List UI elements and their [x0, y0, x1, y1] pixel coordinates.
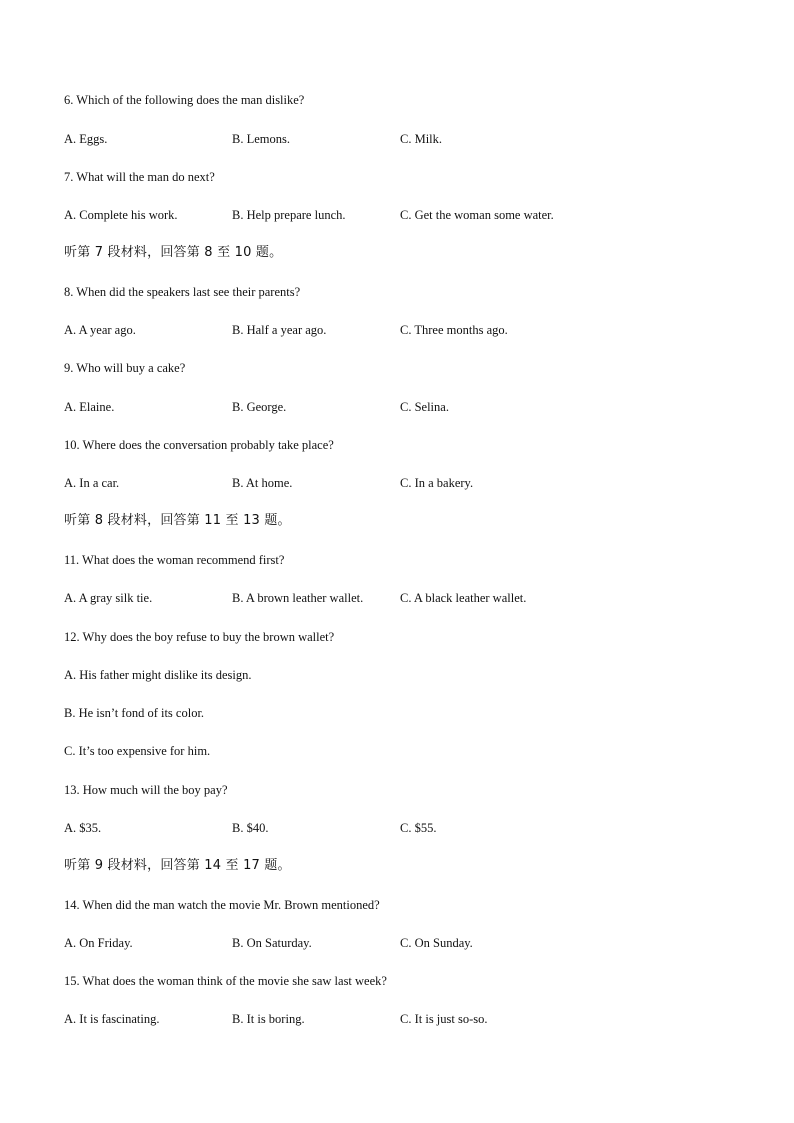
option-b: B. Half a year ago. [232, 323, 327, 337]
question-9: 9. Who will buy a cake? [64, 361, 186, 375]
option-a: A. His father might dislike its design. [64, 668, 252, 682]
question-7: 7. What will the man do next? [64, 170, 215, 184]
option-b: B. A brown leather wallet. [232, 591, 364, 605]
question-8: 8. When did the speakers last see their parents? [64, 285, 301, 299]
option-a: A. A gray silk tie. [64, 591, 153, 605]
section-heading-8: 听第 8 段材料，回答第 11 至 13 题。 [64, 513, 291, 528]
option-b: B. $40. [232, 821, 269, 835]
option-c: C. In a bakery. [400, 476, 474, 490]
option-c: C. It is just so-so. [400, 1012, 488, 1026]
option-c: C. On Sunday. [400, 936, 473, 950]
option-b: B. He isn’t fond of its color. [64, 706, 205, 720]
question-11: 11. What does the woman recommend first? [64, 553, 285, 567]
option-b: B. At home. [232, 476, 293, 490]
option-c: C. A black leather wallet. [400, 591, 527, 605]
option-c: C. $55. [400, 821, 437, 835]
question-13: 13. How much will the boy pay? [64, 783, 228, 797]
option-a: A. On Friday. [64, 936, 133, 950]
option-b: B. Lemons. [232, 132, 290, 146]
option-b: B. It is boring. [232, 1012, 305, 1026]
question-12: 12. Why does the boy refuse to buy the brown wallet? [64, 630, 335, 644]
option-c: C. Get the woman some water. [400, 208, 554, 222]
option-c: C. Three months ago. [400, 323, 508, 337]
option-a: A. Eggs. [64, 132, 108, 146]
option-b: B. On Saturday. [232, 936, 312, 950]
question-6: 6. Which of the following does the man dislike? [64, 93, 305, 107]
question-10: 10. Where does the conversation probably take place? [64, 438, 334, 452]
question-14: 14. When did the man watch the movie Mr. Brown mentioned? [64, 898, 380, 912]
question-15: 15. What does the woman think of the movie she saw last week? [64, 974, 387, 988]
option-a: A. In a car. [64, 476, 120, 490]
section-heading-7: 听第 7 段材料，回答第 8 至 10 题。 [64, 245, 283, 260]
option-c: C. It’s too expensive for him. [64, 744, 211, 758]
option-a: A. Complete his work. [64, 208, 178, 222]
option-a: A. Elaine. [64, 400, 115, 414]
section-heading-9: 听第 9 段材料，回答第 14 至 17 题。 [64, 858, 291, 873]
option-b: B. Help prepare lunch. [232, 208, 346, 222]
option-a: A. A year ago. [64, 323, 136, 337]
option-a: A. It is fascinating. [64, 1012, 160, 1026]
option-b: B. George. [232, 400, 287, 414]
option-c: C. Selina. [400, 400, 449, 414]
option-c: C. Milk. [400, 132, 443, 146]
option-a: A. $35. [64, 821, 102, 835]
